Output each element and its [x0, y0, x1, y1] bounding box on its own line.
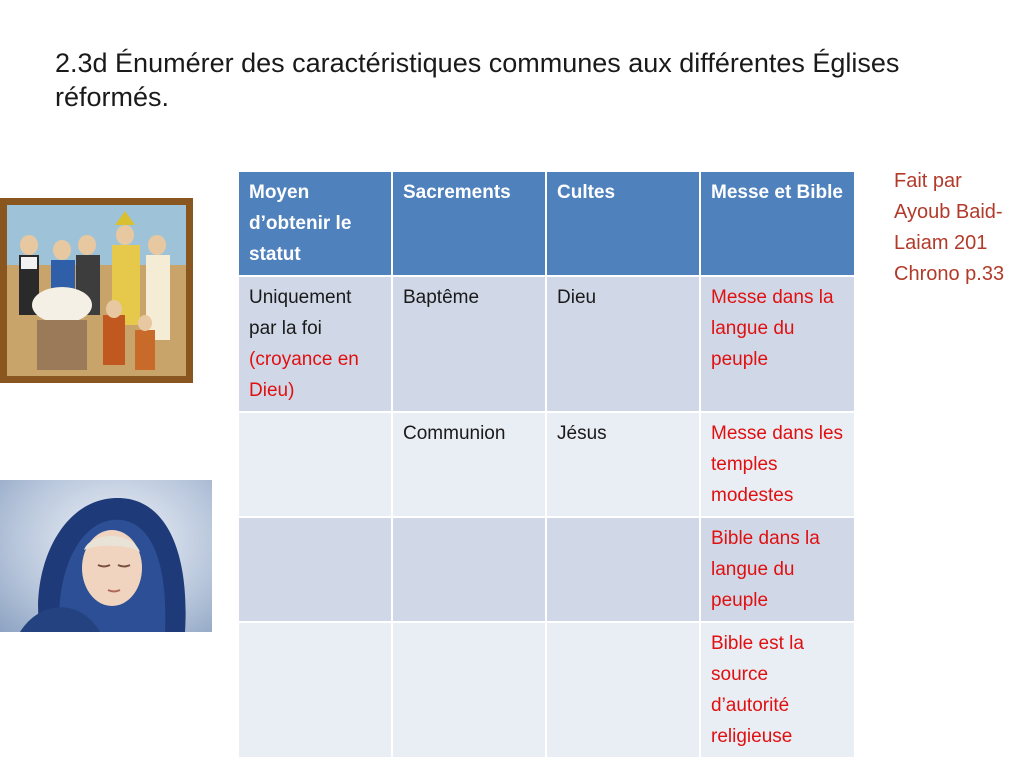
table-cell-sacrements: [392, 622, 546, 758]
table-row: [238, 276, 855, 412]
header-cultes: Cultes: [546, 171, 700, 276]
table-cell-cultes: [546, 517, 700, 622]
table-header-row: [238, 171, 855, 276]
table-cell-messe-bible: Bible dans la langue du peuple: [700, 517, 855, 622]
table-cell-messe-bible: Messe dans la langue du peuple: [700, 276, 855, 412]
table-cell-moyen: [238, 622, 392, 758]
table-row: [238, 517, 855, 622]
baptism-carving-picture: [0, 198, 193, 383]
table-cell-cultes: [546, 622, 700, 758]
baptism-carving-illustration: [7, 205, 186, 376]
madonna-illustration: [0, 480, 212, 632]
table-cell-sacrements: Baptême: [392, 276, 546, 412]
table-cell-moyen: [238, 276, 392, 412]
header-messe-bible: Messe et Bible: [700, 171, 855, 276]
cell-text-red: (croyance en Dieu): [249, 349, 359, 401]
author-credit: Fait par Ayoub Baid-Laiam 201 Chrono p.33: [894, 170, 1005, 285]
header-moyen: Moyen d’obtenir le statut: [238, 171, 392, 276]
table-row: [238, 412, 855, 517]
table-cell-moyen: [238, 412, 392, 517]
characteristics-table: [237, 170, 856, 759]
table-cell-sacrements: [392, 517, 546, 622]
table-cell-messe-bible: Bible est la source d’autorité religieuse: [700, 622, 855, 758]
table-cell-moyen: [238, 517, 392, 622]
cell-text: Uniquement par la foi: [249, 287, 352, 339]
header-sacrements: Sacrements: [392, 171, 546, 276]
table-cell-cultes: Dieu: [546, 276, 700, 412]
table-cell-cultes: Jésus: [546, 412, 700, 517]
table-row: [238, 622, 855, 758]
madonna-painting-picture: [0, 480, 212, 632]
table-cell-messe-bible: Messe dans les temples modestes: [700, 412, 855, 517]
slide-title: 2.3d Énumérer des caractéristiques communes aux différentes Églises réformés.: [55, 48, 900, 112]
table-cell-sacrements: Communion: [392, 412, 546, 517]
